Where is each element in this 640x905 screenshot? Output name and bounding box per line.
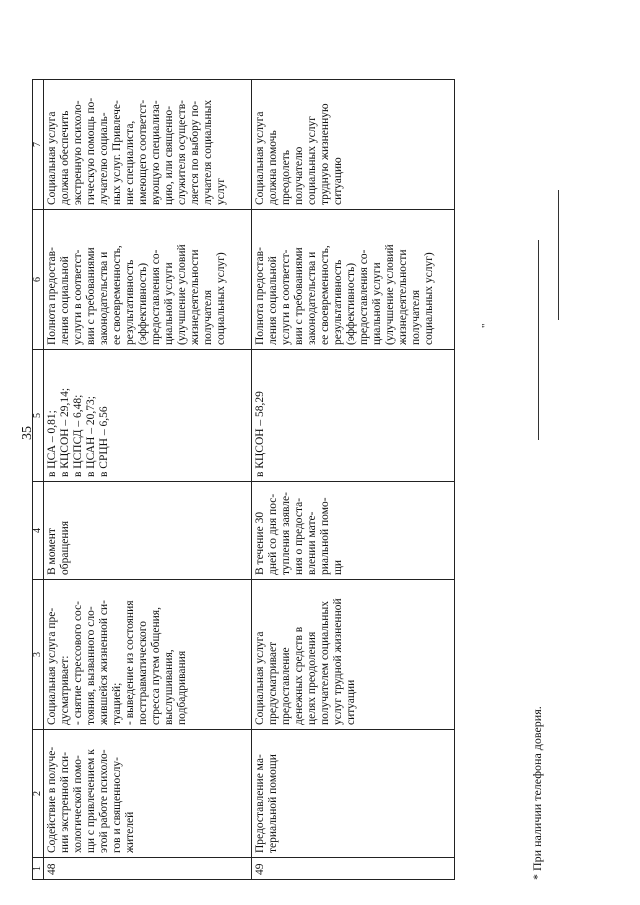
column-number: 7	[33, 80, 44, 210]
column-number: 5	[33, 350, 44, 482]
signature-line	[558, 190, 559, 320]
service-tariffs: в ЦСА – 0,81; в КЦСОН – 29,14; в ЦСПСД – 6,48; в ЦСАН – 20,73; в СРЦН – 6,56	[44, 350, 252, 482]
services-table	[32, 79, 455, 880]
column-number: 6	[33, 210, 44, 350]
page-number: 35	[20, 426, 35, 440]
service-conditions: Социальная услуга должна помочь преодолеть получателю социальных услуг трудную жизненную ситуацию	[252, 80, 455, 210]
signature-mark: "	[480, 323, 492, 328]
service-tariffs: в КЦСОН – 58,29	[252, 350, 455, 482]
table-row	[44, 80, 252, 880]
column-number: 1	[33, 858, 44, 880]
quality-indicators: Полнота предостав- ления социальной услуги в соответст- вии с требованиями законодательства и ее своевременность, результативность (эффективность) предоставления со- циальной услуги (улучшение условий жизнедеятельности получателя социальных услуг)	[44, 210, 252, 350]
table-row	[252, 80, 455, 880]
service-conditions: Социальная услуга должна обеспечить экстренную психоло- гическую помощь по- лучателю социаль- ных услуг. Привлече- ние специалиста, имеющего соответст- вующую специализа- цию, или священно- служителя осуществ- ляется по выбору по- лучателя социальных услуг	[44, 80, 252, 210]
service-name: Предоставление ма- териальной помощи	[252, 730, 455, 858]
quality-indicators: Полнота предостав- ления социальной услуги в соответст- вии с требованиями законодательства и ее своевременность, результативность (эффективность) предоставления со- циальной услуги (улучшение условий жизнедеятельности получателя социальных услуг)	[252, 210, 455, 350]
row-number: 48	[44, 858, 252, 880]
rotated-page-content	[30, 40, 640, 880]
service-description: Социальная услуга предусматривает предоставление денежных средств в целях преодоления получателем социальных услуг трудной жизненной ситуации	[252, 580, 455, 730]
service-timing: В момент обращения	[44, 482, 252, 580]
service-name: Содействие в получе- нии экстренной пси- хологической помо- щи с привлечением к этой работе психоло- гов и священнослу- жителей	[44, 730, 252, 858]
signature-line	[538, 240, 539, 440]
column-number-row	[33, 80, 44, 880]
signature-block	[480, 180, 560, 440]
column-number: 4	[33, 482, 44, 580]
column-number: 3	[33, 580, 44, 730]
service-description: Социальная услуга пре- дусматривает: - снятие стрессового сос- тояния, вызванного сло- жившейся жизненной си- туацией; - выведение из состояния посттравматического стресса путем общения, выслушивания, подбадривания	[44, 580, 252, 730]
row-number: 49	[252, 858, 455, 880]
column-number: 2	[33, 730, 44, 858]
footnote: * При наличии телефона доверия.	[530, 706, 544, 880]
service-timing: В течение 30 дней со дня пос- тупления заявле- ния о предоста- влении мате- риальной помо- щи	[252, 482, 455, 580]
